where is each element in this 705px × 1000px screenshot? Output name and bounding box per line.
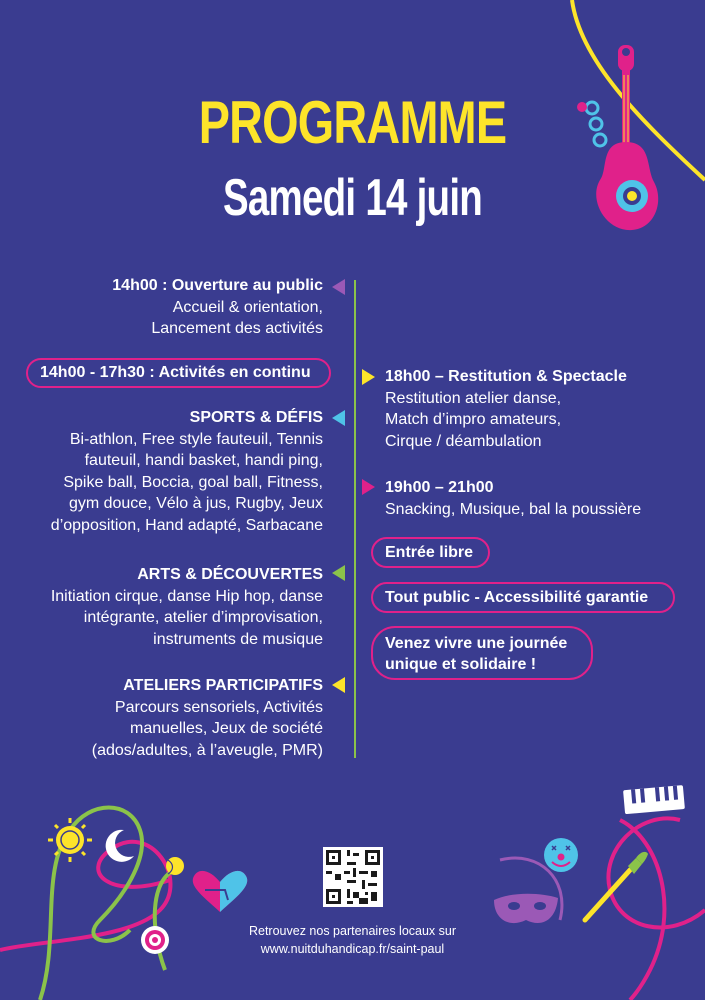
piano-keys-icon	[623, 785, 685, 814]
sports-line: Bi-athlon, Free style fauteuil, Tennis	[69, 430, 323, 448]
arts-line: Initiation cirque, danse Hip hop, danse	[50, 587, 323, 605]
opening-section	[112, 275, 323, 340]
opening-line: Accueil & orientation,	[172, 298, 323, 316]
guitar-icon	[560, 0, 705, 240]
triangle-marker-icon	[332, 677, 345, 693]
bottom-right-decoration	[480, 780, 705, 1000]
accessibility-label: Tout public - Accessibilité garantie	[385, 588, 649, 606]
arts-line: instruments de musique	[153, 630, 323, 648]
accessibility-pill	[371, 582, 675, 613]
sports-line: gym douce, Vélo à jus, Rugby, Jeux	[68, 495, 323, 512]
evening-heading: 19h00 – 21h00	[385, 479, 494, 496]
arts-line: intégrante, atelier d’improvisation,	[83, 609, 323, 626]
arts-section	[51, 564, 323, 650]
clown-face-icon	[544, 838, 578, 872]
sports-line: fauteuil, handi basket, handi ping,	[84, 452, 323, 469]
free-entry-label: Entrée libre	[385, 543, 474, 561]
evening-section	[385, 477, 641, 520]
ateliers-line: manuelles, Jeux de société	[130, 720, 323, 737]
free-entry-pill	[371, 537, 490, 568]
paintbrush-icon	[585, 852, 648, 920]
event-date: Samedi 14 juin	[222, 169, 483, 227]
timeline-line	[354, 280, 356, 758]
restitution-line: Match d’impro amateurs,	[385, 411, 562, 428]
qr-code-icon	[323, 847, 383, 907]
triangle-marker-icon	[362, 479, 375, 495]
bottom-left-decoration	[0, 790, 250, 1000]
opening-heading: 14h00 : Ouverture au public	[112, 277, 323, 294]
restitution-heading: 18h00 – Restitution & Spectacle	[385, 368, 627, 385]
continuous-activities-pill	[26, 358, 331, 388]
ateliers-line: Parcours sensoriels, Activités	[114, 698, 323, 716]
partners-url[interactable]: www.nuitduhandicap.fr/saint-paul	[260, 942, 445, 956]
sports-heading: SPORTS & DÉFIS	[189, 409, 323, 426]
partners-text: Retrouvez nos partenaires locaux sur	[248, 924, 457, 938]
opening-line: Lancement des activités	[151, 320, 323, 337]
sports-section	[51, 407, 323, 536]
invite-line: Venez vivre une journée	[385, 635, 568, 652]
sun-icon	[48, 818, 92, 862]
ateliers-section	[92, 675, 323, 761]
sports-line: Spike ball, Boccia, goal ball, Fitness,	[63, 473, 323, 491]
restitution-line: Cirque / déambulation	[385, 432, 542, 450]
triangle-marker-icon	[332, 410, 345, 426]
theater-mask-icon	[494, 894, 558, 923]
heart-handshake-icon	[193, 871, 247, 912]
restitution-section	[385, 366, 627, 452]
ateliers-line: (ados/adultes, à l’aveugle, PMR)	[91, 741, 323, 759]
triangle-marker-icon	[332, 279, 345, 295]
restitution-line: Restitution atelier danse,	[385, 389, 562, 407]
page-title: PROGRAMME	[198, 89, 507, 156]
arts-heading: ARTS & DÉCOUVERTES	[137, 566, 323, 583]
invite-line: unique et solidaire !	[385, 656, 537, 673]
tennis-ball-icon	[166, 857, 184, 875]
triangle-marker-icon	[332, 565, 345, 581]
continuous-activities-label: 14h00 - 17h30 : Activités en continu	[40, 364, 311, 381]
sports-line: d’opposition, Hand adapté, Sarbacane	[50, 516, 323, 534]
ateliers-heading: ATELIERS PARTICIPATIFS	[123, 677, 323, 694]
invite-pill	[371, 626, 593, 680]
triangle-marker-icon	[362, 369, 375, 385]
evening-line: Snacking, Musique, bal la poussière	[385, 500, 642, 518]
